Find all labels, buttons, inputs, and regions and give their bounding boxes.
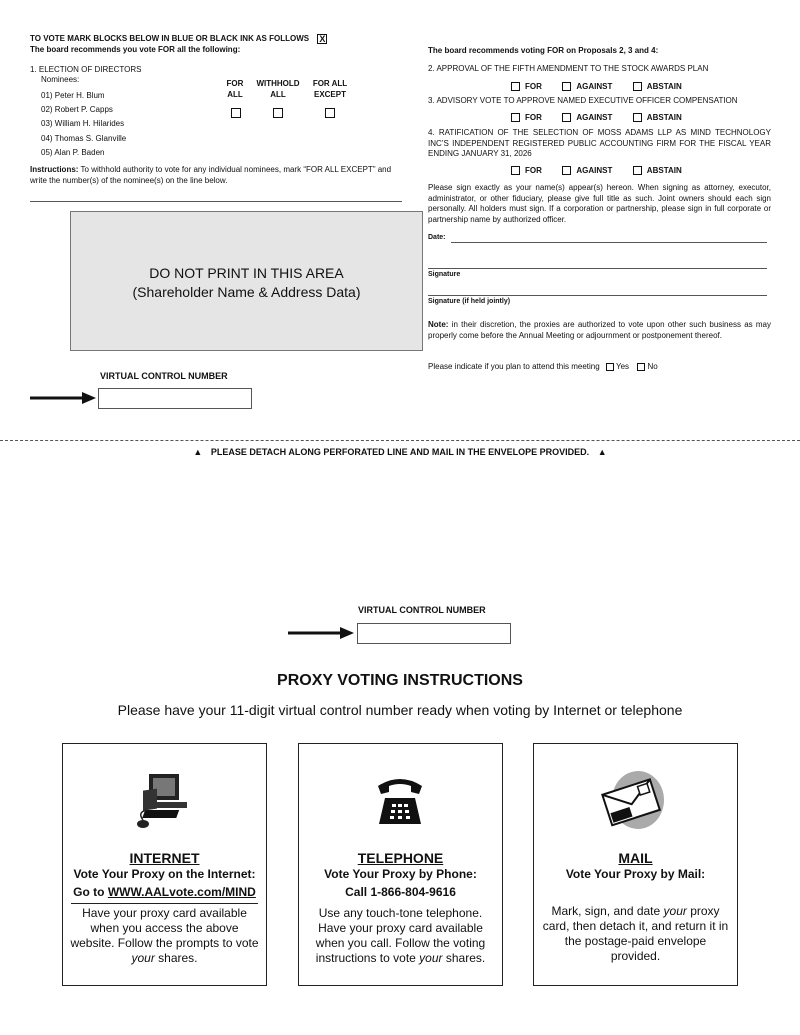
discretion-note bbox=[428, 320, 771, 341]
col-header-line: FOR ALL bbox=[312, 79, 348, 88]
internet-body-text: Have your proxy card available when you access the above website. Follow the prompts to vote bbox=[70, 906, 259, 950]
for-all-except-checkbox[interactable] bbox=[325, 108, 335, 118]
mail-card bbox=[533, 743, 738, 986]
internet-url-link[interactable]: WWW.AALvote.com/MIND bbox=[107, 885, 256, 899]
detach-instruction bbox=[0, 447, 800, 457]
telephone-icon bbox=[375, 774, 425, 826]
abstain-checkbox[interactable] bbox=[633, 166, 642, 175]
detach-text: PLEASE DETACH ALONG PERFORATED LINE AND MAIL IN THE ENVELOPE PROVIDED. bbox=[210, 447, 590, 457]
telephone-body-emphasis: your bbox=[419, 951, 443, 965]
ballot-header bbox=[30, 34, 327, 45]
mail-subtitle: Vote Your Proxy by Mail: bbox=[565, 867, 706, 881]
col-header-line: ALL bbox=[270, 89, 286, 99]
signature-label: Signature bbox=[428, 271, 461, 278]
date-line[interactable] bbox=[451, 242, 767, 243]
col-header-line: EXCEPT bbox=[313, 89, 346, 99]
internet-body-emphasis: your bbox=[131, 951, 155, 965]
col-header-line: WITHHOLD bbox=[256, 79, 300, 88]
col-header-line: FOR bbox=[226, 79, 244, 88]
triangle-up-icon: ▲ bbox=[193, 447, 203, 457]
vote-abstain-label: ABSTAIN bbox=[646, 82, 682, 91]
proposal-4: 4. RATIFICATION OF THE SELECTION OF MOSS ADAMS LLP AS MIND TECHNOLOGY INC’S INDEPENDENT REGISTERED PUBLIC ACCOUNTING FIRM FOR THE FISCAL YEAR ENDING JANUARY 31, 2026 bbox=[428, 128, 771, 158]
note-text: in their discretion, the proxies are authorized to vote upon other such business as may properly come before the Annual Meeting or adjournment or postponement thereof. bbox=[428, 320, 771, 340]
col-for-all-header bbox=[218, 79, 252, 100]
attend-meeting bbox=[428, 362, 658, 373]
date-label: Date: bbox=[428, 234, 446, 241]
instructions-text: To withhold authority to vote for any individual nominees, mark “FOR ALL EXCEPT” and write the number(s) of the nominee(s) on the line below. bbox=[30, 165, 392, 185]
item1-title: 1. ELECTION OF DIRECTORS bbox=[30, 65, 142, 74]
telephone-body-text-end: shares. bbox=[442, 951, 486, 965]
arrow-right-icon bbox=[30, 391, 96, 405]
internet-body-text-end: shares. bbox=[154, 951, 198, 965]
telephone-card bbox=[298, 743, 503, 986]
mail-body-text: Mark, sign, and date bbox=[551, 904, 664, 918]
telephone-title: TELEPHONE bbox=[357, 850, 444, 866]
against-checkbox[interactable] bbox=[562, 82, 571, 91]
vote-abstain-label: ABSTAIN bbox=[646, 166, 682, 175]
internet-url-prefix: Go to bbox=[73, 885, 108, 899]
telephone-body bbox=[305, 906, 496, 966]
against-checkbox[interactable] bbox=[562, 166, 571, 175]
for-checkbox[interactable] bbox=[511, 166, 520, 175]
vote-against-label: AGAINST bbox=[576, 82, 613, 91]
abstain-checkbox[interactable] bbox=[633, 113, 642, 122]
mail-body-text-end: proxy card, then detach it, and return it in the postage-paid envelope provided. bbox=[542, 904, 729, 963]
vcn-box-top[interactable] bbox=[98, 388, 252, 409]
do-not-print-line1: DO NOT PRINT IN THIS AREA bbox=[149, 265, 344, 281]
withhold-all-checkbox[interactable] bbox=[273, 108, 283, 118]
attend-no-checkbox[interactable] bbox=[637, 363, 645, 371]
vote-against[interactable] bbox=[562, 113, 612, 122]
vcn-box-bottom[interactable] bbox=[357, 623, 511, 644]
do-not-print-text bbox=[71, 264, 422, 302]
vote-against[interactable] bbox=[562, 82, 612, 91]
mail-envelope-icon bbox=[598, 770, 670, 832]
vcn-label-top: VIRTUAL CONTROL NUMBER bbox=[100, 371, 228, 381]
nominee: 03) William H. Hilarides bbox=[41, 119, 125, 129]
joint-signature-label: Signature (if held jointly) bbox=[428, 298, 511, 305]
nominees-label: Nominees: bbox=[41, 75, 80, 84]
vote-abstain[interactable] bbox=[633, 82, 682, 91]
address-block-area bbox=[70, 211, 423, 351]
vote-for[interactable] bbox=[511, 166, 542, 175]
perforated-line bbox=[0, 440, 800, 441]
signing-instructions: Please sign exactly as your name(s) appear(s) hereon. When signing as attorney, executor, administrator, or other fiduciary, please give full title as such. Joint owners should each sign personally. All holders must sign. If a corporation or partnership, please sign in full corporate or partnership name by authorized officer. bbox=[428, 183, 771, 224]
nominee: 05) Alan P. Baden bbox=[41, 147, 105, 157]
col-withhold-header bbox=[250, 79, 306, 100]
vote-for-label: FOR bbox=[525, 166, 542, 175]
against-checkbox[interactable] bbox=[562, 113, 571, 122]
page-title: PROXY VOTING INSTRUCTIONS bbox=[277, 672, 523, 689]
vote-for[interactable] bbox=[511, 113, 542, 122]
proposal-2-options bbox=[511, 78, 698, 96]
header-instruction: TO VOTE MARK BLOCKS BELOW IN BLUE OR BLACK INK AS FOLLOWS bbox=[30, 34, 310, 44]
vote-abstain[interactable] bbox=[633, 113, 682, 122]
proposal-3: 3. ADVISORY VOTE TO APPROVE NAMED EXECUTIVE OFFICER COMPENSATION bbox=[428, 96, 738, 105]
mail-body-emphasis: your bbox=[663, 904, 687, 918]
joint-signature-line[interactable] bbox=[428, 295, 767, 296]
mail-title: MAIL bbox=[618, 850, 653, 866]
attend-no-label: No bbox=[647, 362, 658, 371]
nominee: 02) Robert P. Capps bbox=[41, 105, 113, 115]
attend-yes-checkbox[interactable] bbox=[606, 363, 614, 371]
vote-against-label: AGAINST bbox=[576, 166, 613, 175]
proposal-3-options bbox=[511, 109, 698, 127]
mail-body bbox=[540, 904, 731, 964]
internet-card bbox=[62, 743, 267, 986]
vote-for-label: FOR bbox=[525, 113, 542, 122]
nominee-list bbox=[41, 89, 126, 160]
internet-title: INTERNET bbox=[129, 850, 200, 866]
nominee: 01) Peter H. Blum bbox=[41, 91, 105, 100]
for-checkbox[interactable] bbox=[511, 82, 520, 91]
vcn-label-bottom: VIRTUAL CONTROL NUMBER bbox=[358, 605, 486, 615]
internet-url-line bbox=[63, 885, 266, 899]
arrow-right-icon bbox=[288, 626, 354, 640]
card-divider bbox=[71, 903, 258, 904]
internet-subtitle: Vote Your Proxy on the Internet: bbox=[73, 867, 256, 881]
proposal-4-options bbox=[511, 162, 698, 180]
computer-icon bbox=[133, 772, 197, 834]
instructions-label: Instructions: bbox=[30, 165, 79, 174]
internet-body bbox=[69, 906, 260, 966]
vote-for[interactable] bbox=[511, 82, 542, 91]
vote-abstain[interactable] bbox=[633, 166, 682, 175]
board-recommendation-right: The board recommends voting FOR on Proposals 2, 3 and 4: bbox=[428, 46, 659, 55]
vote-against[interactable] bbox=[562, 166, 612, 175]
vote-for-label: FOR bbox=[525, 82, 542, 91]
sample-mark-box: X bbox=[319, 34, 326, 44]
vote-against-label: AGAINST bbox=[576, 113, 613, 122]
telephone-number[interactable]: Call 1-866-804-9616 bbox=[345, 885, 456, 899]
proposal-2: 2. APPROVAL OF THE FIFTH AMENDMENT TO THE STOCK AWARDS PLAN bbox=[428, 64, 709, 73]
attend-yes-label: Yes bbox=[615, 362, 630, 371]
for-checkbox[interactable] bbox=[511, 113, 520, 122]
board-recommendation-left: The board recommends you vote FOR all the following: bbox=[30, 45, 241, 54]
page-subtitle: Please have your 11-digit virtual control number ready when voting by Internet or telephone bbox=[117, 702, 683, 718]
col-header-line: ALL bbox=[227, 89, 243, 99]
note-label: Note: bbox=[428, 320, 449, 329]
telephone-body-text: Use any touch-tone telephone. Have your proxy card available when you call. Follow the voting instructions to vote bbox=[315, 906, 486, 965]
do-not-print-line2: (Shareholder Name & Address Data) bbox=[132, 284, 361, 300]
for-all-checkbox[interactable] bbox=[231, 108, 241, 118]
signature-line[interactable] bbox=[428, 268, 767, 269]
withhold-instructions bbox=[30, 165, 400, 186]
triangle-up-icon: ▲ bbox=[597, 447, 607, 457]
nominee: 04) Thomas S. Glanville bbox=[41, 133, 127, 143]
abstain-checkbox[interactable] bbox=[633, 82, 642, 91]
nominee-exception-line[interactable] bbox=[30, 201, 402, 202]
col-for-all-except-header bbox=[305, 79, 355, 100]
vote-abstain-label: ABSTAIN bbox=[646, 113, 682, 122]
telephone-subtitle: Vote Your Proxy by Phone: bbox=[324, 867, 477, 881]
attend-text: Please indicate if you plan to attend this meeting bbox=[428, 362, 600, 371]
